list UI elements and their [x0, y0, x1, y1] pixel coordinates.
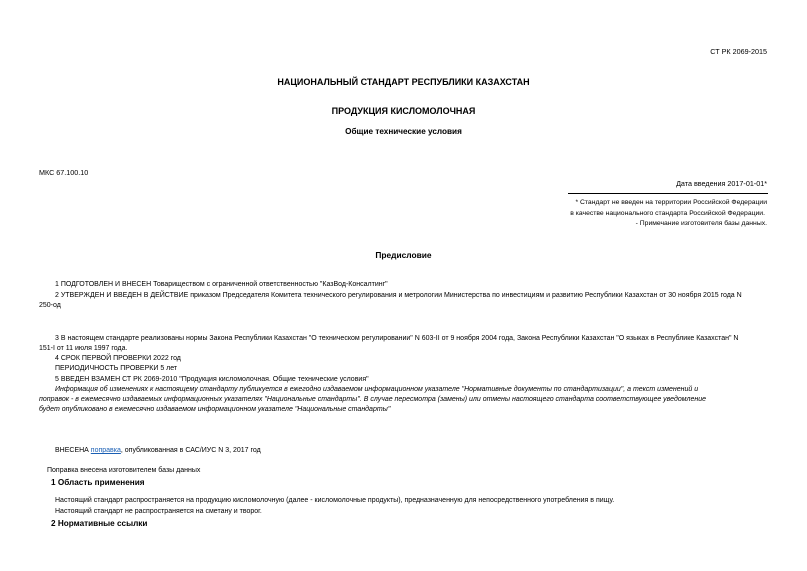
amendment-note: Поправка внесена изготовителем базы данных: [47, 467, 201, 474]
changes-info-line-3: будет опубликовано в ежемесячно издаваемом информационном указателе "Национальные стандарты": [39, 406, 391, 413]
section-2-title: 2 Нормативные ссылки: [51, 519, 148, 528]
preface-title: Предисловие: [375, 250, 432, 260]
general-conditions-title: Общие технические условия: [345, 127, 462, 136]
amendment-line: [55, 447, 261, 454]
preface-item-1: 1 ПОДГОТОВЛЕН И ВНЕСЕН Товариществом с ограниченной ответственностью "КазВод-Консалтинг": [55, 281, 388, 288]
amendment-suffix: , опубликованная в САС/ИУС N 3, 2017 год: [120, 447, 261, 454]
preface-item-5: 5 ВВЕДЕН ВЗАМЕН СТ РК 2069-2010 "Продукция кисломолочная. Общие технические условия": [55, 376, 369, 383]
amendment-prefix: ВНЕСЕНА: [55, 447, 91, 454]
section-1-title: 1 Область применения: [51, 478, 145, 487]
mks-code: МКС 67.100.10: [39, 168, 89, 177]
changes-info-line-1: Информация об изменениях к настоящему стандарту публикуется в ежегодно издаваемом информационном указателе "Нормативные документы по стандартизации", а текст изменений и: [55, 386, 699, 393]
changes-info-line-2: поправок - в ежемесячно издаваемых информационных указателях "Национальные стандарты". В случае пересмотра (замены) или отмены настоящего стандарта соответствующее уведомление: [39, 396, 707, 403]
preface-item-2-cont: 250-од: [39, 302, 61, 309]
preface-item-2: 2 УТВЕРЖДЕН И ВВЕДЕН В ДЕЙСТВИЕ приказом Председателя Комитета технического регулирования и метрологии Министерства по инвестициям и развитию Республики Казахстан от 30 ноября 2015 года N: [55, 292, 742, 299]
document-code: СТ РК 2069-2015: [710, 47, 767, 56]
product-title: ПРОДУКЦИЯ КИСЛОМОЛОЧНАЯ: [331, 106, 476, 116]
footnote-line-3: - Примечание изготовителя базы данных.: [635, 220, 767, 227]
footnote-divider: [568, 193, 768, 194]
amendment-link[interactable]: поправка: [90, 447, 121, 454]
footnote-line-2: в качестве национального стандарта Российской Федерации.: [570, 210, 765, 217]
section-1-paragraph-1: Настоящий стандарт распространяется на продукцию кисломолочную (далее - кисломолочные продукты), предназначенную для непосредственного употребления в пищу.: [55, 497, 615, 504]
footnote-line-1: * Стандарт не введен на территории Российской Федерации: [575, 199, 767, 206]
preface-item-3-cont: 151-I от 11 июля 1997 года.: [39, 345, 128, 352]
section-1-paragraph-2: Настоящий стандарт не распространяется на сметану и творог.: [55, 508, 262, 515]
preface-item-4-period: ПЕРИОДИЧНОСТЬ ПРОВЕРКИ 5 лет: [55, 365, 178, 372]
preface-item-4: 4 СРОК ПЕРВОЙ ПРОВЕРКИ 2022 год: [55, 355, 181, 362]
preface-item-3: 3 В настоящем стандарте реализованы нормы Закона Республики Казахстан "О техническом регулировании" N 603-II от 9 ноября 2004 года, Закона Республики Казахстан "О языках в Республике Казахстан" N: [55, 335, 739, 342]
national-standard-title: НАЦИОНАЛЬНЫЙ СТАНДАРТ РЕСПУБЛИКИ КАЗАХСТАН: [277, 77, 530, 87]
date-of-introduction: Дата введения 2017-01-01*: [676, 179, 767, 188]
